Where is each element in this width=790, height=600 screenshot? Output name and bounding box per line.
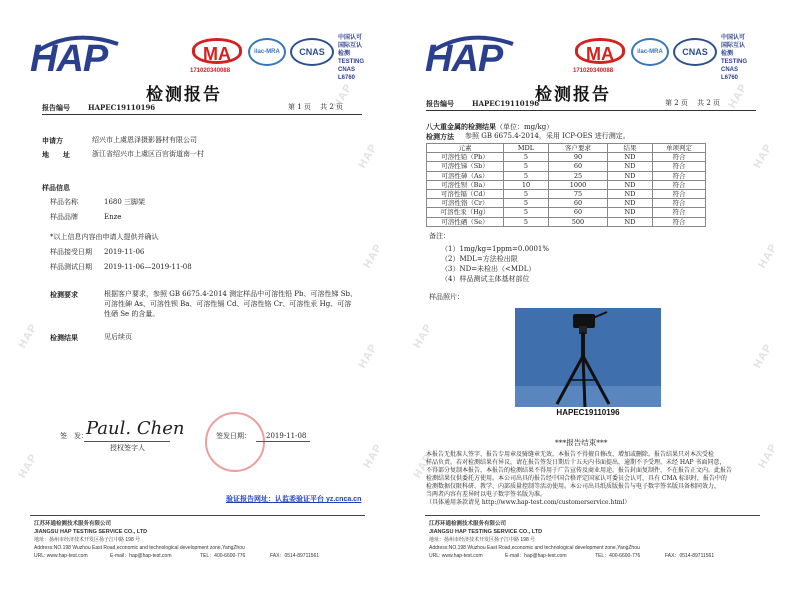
footer-company-en: JIANGSU HAP TESTING SERVICE CO., LTD	[34, 529, 148, 535]
table-cell: ND	[608, 180, 653, 189]
table-cell: 75	[549, 189, 608, 198]
watermark-text: HAP	[756, 241, 780, 271]
footer-url[interactable]: URL: www.hap-test.com	[429, 553, 483, 559]
table-cell: 可溶性钡（Ba）	[427, 180, 504, 189]
table-cell: 90	[549, 153, 608, 162]
page-info: 第 2 页 共 2 页	[665, 99, 721, 107]
requirement-label: 检测要求	[50, 290, 78, 299]
sample-name-label: 样品名称	[50, 198, 78, 206]
table-cell: ND	[608, 199, 653, 208]
report-page-2	[395, 0, 790, 600]
footer-tel: TEL：400-6600-776	[200, 553, 246, 559]
cma-number: 171020340088	[573, 68, 614, 74]
footer-address-en: Address:NO.198 Wuzhou East Road,economic and technological development zone,YangZhou	[34, 545, 245, 551]
table-cell: 符合	[653, 180, 706, 189]
method-label: 检测方法	[426, 132, 454, 141]
photo-caption: HAPEC19110196	[515, 407, 661, 419]
table-cell: 可溶性砷（As）	[427, 171, 504, 180]
hap-logo	[30, 34, 120, 82]
page-title: 检测报告	[535, 85, 611, 105]
cma-number: 171020340088	[190, 68, 231, 74]
ilac-mra-icon: ilac-MRA	[631, 38, 669, 66]
footer-divider	[425, 515, 760, 516]
table-cell: 60	[549, 162, 608, 171]
hap-logo-text: HAP	[425, 38, 503, 80]
table-row	[427, 171, 706, 180]
sample-info-label: 样品信息	[42, 183, 70, 192]
footer-company-en: JIANGSU HAP TESTING SERVICE CO., LTD	[429, 529, 543, 535]
table-cell: 符合	[653, 208, 706, 217]
table-header-row	[427, 144, 706, 153]
table-cell: 符合	[653, 189, 706, 198]
table-cell: 500	[549, 217, 608, 226]
verify-link[interactable]: 验证报告网址：认监委验证平台 yz.cnca.cn	[226, 496, 362, 503]
watermark-text: HAP	[361, 241, 385, 271]
footer-address-cn: 地址：扬州市经济技术开发区扬子江中路 198 号	[429, 537, 536, 543]
ilac-mra-icon: ilac-MRA	[248, 38, 286, 66]
applicant-note: *以上信息内容由申请人提供并确认	[50, 233, 159, 241]
method-value: 参照 GB 6675.4-2014，采用 ICP-OES 进行测定。	[465, 132, 630, 140]
footer-fax: FAX：0514-89711561	[665, 553, 715, 559]
table-cell: 5	[504, 153, 549, 162]
table-row	[427, 199, 706, 208]
table-cell: 5	[504, 171, 549, 180]
table-cell: 可溶性硒（Se）	[427, 217, 504, 226]
table-cell: 60	[549, 199, 608, 208]
table-row	[427, 153, 706, 162]
sample-brand-label: 样品品牌	[50, 213, 78, 221]
table-cell: 符合	[653, 162, 706, 171]
cnas-accreditation-text: 中国认可 国际互认 检测 TESTING CNAS L6760	[338, 35, 365, 81]
footer-url[interactable]: URL: www.hap-test.com	[34, 553, 88, 559]
table-cell: 符合	[653, 153, 706, 162]
applicant-value: 绍兴市上虞恩泽摄影器材有限公司	[92, 136, 197, 144]
remarks-list: （1）1mg/kg=1ppm=0.0001% （2）MDL=方法检出限 （3）ND=未检出（<MDL） （4）样品测试主体基材部位	[441, 245, 550, 283]
header-divider	[42, 114, 362, 115]
table-row	[427, 189, 706, 198]
footer-divider	[30, 515, 365, 516]
hap-logo-text: HAP	[30, 38, 108, 80]
test-date-value: 2019-11-06—2019-11-08	[104, 263, 192, 271]
footer-email[interactable]: E-mail：hap@hap-test.com	[505, 553, 567, 559]
watermark-text: HAP	[751, 341, 775, 371]
table-cell: ND	[608, 189, 653, 198]
sign-date-label: 签发日期：	[216, 432, 251, 440]
col-header-mdl: MDL	[504, 144, 549, 153]
table-cell: 60	[549, 208, 608, 217]
report-end-mark: ***报告结束***	[555, 438, 608, 447]
watermark-text: HAP	[726, 81, 750, 111]
footer-address-cn: 地址：扬州市经济技术开发区扬子江中路 198 号	[34, 537, 141, 543]
watermark-text: HAP	[16, 321, 40, 351]
watermark-text: HAP	[356, 141, 380, 171]
footer-company-cn: 江苏环通检测技术服务有限公司	[429, 521, 507, 527]
sample-name-value: 1680 三脚架	[104, 198, 146, 206]
table-cell: 5	[504, 199, 549, 208]
col-header-verdict: 单项判定	[653, 144, 706, 153]
tripod-icon	[515, 308, 661, 418]
sample-photo	[515, 308, 661, 418]
date-line	[256, 441, 310, 442]
report-seal-icon	[205, 412, 265, 472]
disclaimer-text: 本报告无批准人签字、报告专用章及骑缝章无效。本报告不得擅自修改、增加或删除。报告结果只对本次受检 样品负责。若对检测结果有异议，请在报告签发日期后十五天内书面提出，逾期不予受理。未经 HAP 书面同意， 不得部分复制本报告。本报告的检测结果不得用于广告宣传及商业用途。报告封面复制件，不在报告正文内。此报告 检测结果仅供委托方使用。本公司出具的报告经中国合格评定国家认可委员会认可，具有 CMA 标识时，报告中的 检测数据仅限科研、教学、内部质量控制等活动使用。本公司出具纸质版报告与电子数字签名版具备相同效力， 当两者内容有差异时以电子数字签名版为准。 （具体通用条款请见 http://www.hap-test.com/customerservice.html）	[426, 451, 733, 506]
applicant-label: 申请方	[42, 136, 63, 145]
table-cell: 可溶性锑（Sb）	[427, 162, 504, 171]
report-no-label: 报告编号	[426, 99, 454, 108]
section-heading: 八大重金属的检测结果（单位：mg/kg）	[426, 122, 554, 131]
watermark-text: HAP	[751, 141, 775, 171]
address-value: 浙江省绍兴市上虞区百官街道南一村	[92, 150, 204, 158]
address-label: 地 址	[42, 150, 70, 159]
test-date-label: 样品测试日期	[50, 263, 92, 271]
watermark-text: HAP	[331, 81, 355, 111]
table-cell: 可溶性铬（Cr）	[427, 199, 504, 208]
watermark-text: HAP	[411, 321, 435, 351]
table-cell: 可溶性镉（Cd）	[427, 189, 504, 198]
col-header-requirement: 客户要求	[549, 144, 608, 153]
signature-label: 签 发：	[60, 432, 88, 440]
results-table	[426, 143, 706, 227]
footer-address-en: Address:NO.198 Wuzhou East Road,economic and technological development zone,YangZhou	[429, 545, 640, 551]
col-header-result: 结果	[608, 144, 653, 153]
table-cell: 可溶性铅（Pb）	[427, 153, 504, 162]
cnas-icon: CNAS	[290, 38, 334, 66]
cma-mark-icon: MA	[575, 38, 625, 64]
report-no: HAPEC19110196	[472, 99, 540, 108]
cma-mark-icon: MA	[192, 38, 242, 64]
page-info: 第 1 页 共 2 页	[288, 103, 344, 111]
sign-date-value: 2019-11-08	[266, 432, 307, 440]
receive-date-value: 2019-11-06	[104, 248, 145, 256]
signatory-label: 授权签字人	[110, 444, 145, 452]
report-no-label: 报告编号	[42, 103, 70, 112]
table-cell: 10	[504, 180, 549, 189]
table-cell: 1000	[549, 180, 608, 189]
table-cell: ND	[608, 171, 653, 180]
hap-logo	[425, 34, 515, 82]
header-divider	[426, 110, 756, 111]
footer-fax: FAX：0514-89711561	[270, 553, 320, 559]
watermark-text: HAP	[356, 341, 380, 371]
table-cell: 符合	[653, 199, 706, 208]
footer-email[interactable]: E-mail：hap@hap-test.com	[110, 553, 172, 559]
footer-company-cn: 江苏环通检测技术服务有限公司	[34, 521, 112, 527]
footer-tel: TEL：400-6600-776	[595, 553, 641, 559]
result-label: 检测结果	[50, 333, 78, 342]
cnas-accreditation-text: 中国认可 国际互认 检测 TESTING CNAS L6760	[721, 35, 748, 81]
table-cell: 5	[504, 162, 549, 171]
result-value: 见后续页	[104, 333, 132, 341]
terms-link[interactable]: （具体通用条款请见 http://www.hap-test.com/customerservice.html）	[426, 499, 631, 506]
table-cell: 5	[504, 217, 549, 226]
table-row	[427, 180, 706, 189]
requirement-text: 根据客户要求，参照 GB 6675.4-2014 测定样品中可溶性铅 Pb、可溶性锑 Sb、 可溶性砷 As、可溶性钡 Ba、可溶性镉 Cd、可溶性铬 Cr、可溶性汞 Hg、可溶 性硒 Se 的含量。	[104, 290, 358, 318]
table-cell: 符合	[653, 217, 706, 226]
report-no: HAPEC19110196	[88, 103, 156, 112]
table-row	[427, 208, 706, 217]
table-cell: 符合	[653, 171, 706, 180]
remarks-label: 备注：	[429, 232, 450, 240]
table-row	[427, 162, 706, 171]
watermark-text: HAP	[16, 451, 40, 481]
watermark-text: HAP	[411, 451, 435, 481]
table-cell: ND	[608, 217, 653, 226]
signature-line	[84, 441, 170, 442]
watermark-text: HAP	[756, 441, 780, 471]
page-title: 检测报告	[146, 85, 222, 105]
cnas-icon: CNAS	[673, 38, 717, 66]
table-cell: 5	[504, 208, 549, 217]
table-cell: ND	[608, 162, 653, 171]
col-header-element: 元素	[427, 144, 504, 153]
photo-label: 样品照片：	[429, 293, 464, 301]
table-cell: 25	[549, 171, 608, 180]
watermark-text: HAP	[361, 441, 385, 471]
table-cell: 5	[504, 189, 549, 198]
receive-date-label: 样品接受日期	[50, 248, 92, 256]
table-cell: ND	[608, 208, 653, 217]
signature-handwriting: Paul. Chen	[86, 418, 185, 439]
table-cell: 可溶性汞（Hg）	[427, 208, 504, 217]
table-cell: ND	[608, 153, 653, 162]
sample-brand-value: Enze	[104, 213, 122, 221]
table-row	[427, 217, 706, 226]
